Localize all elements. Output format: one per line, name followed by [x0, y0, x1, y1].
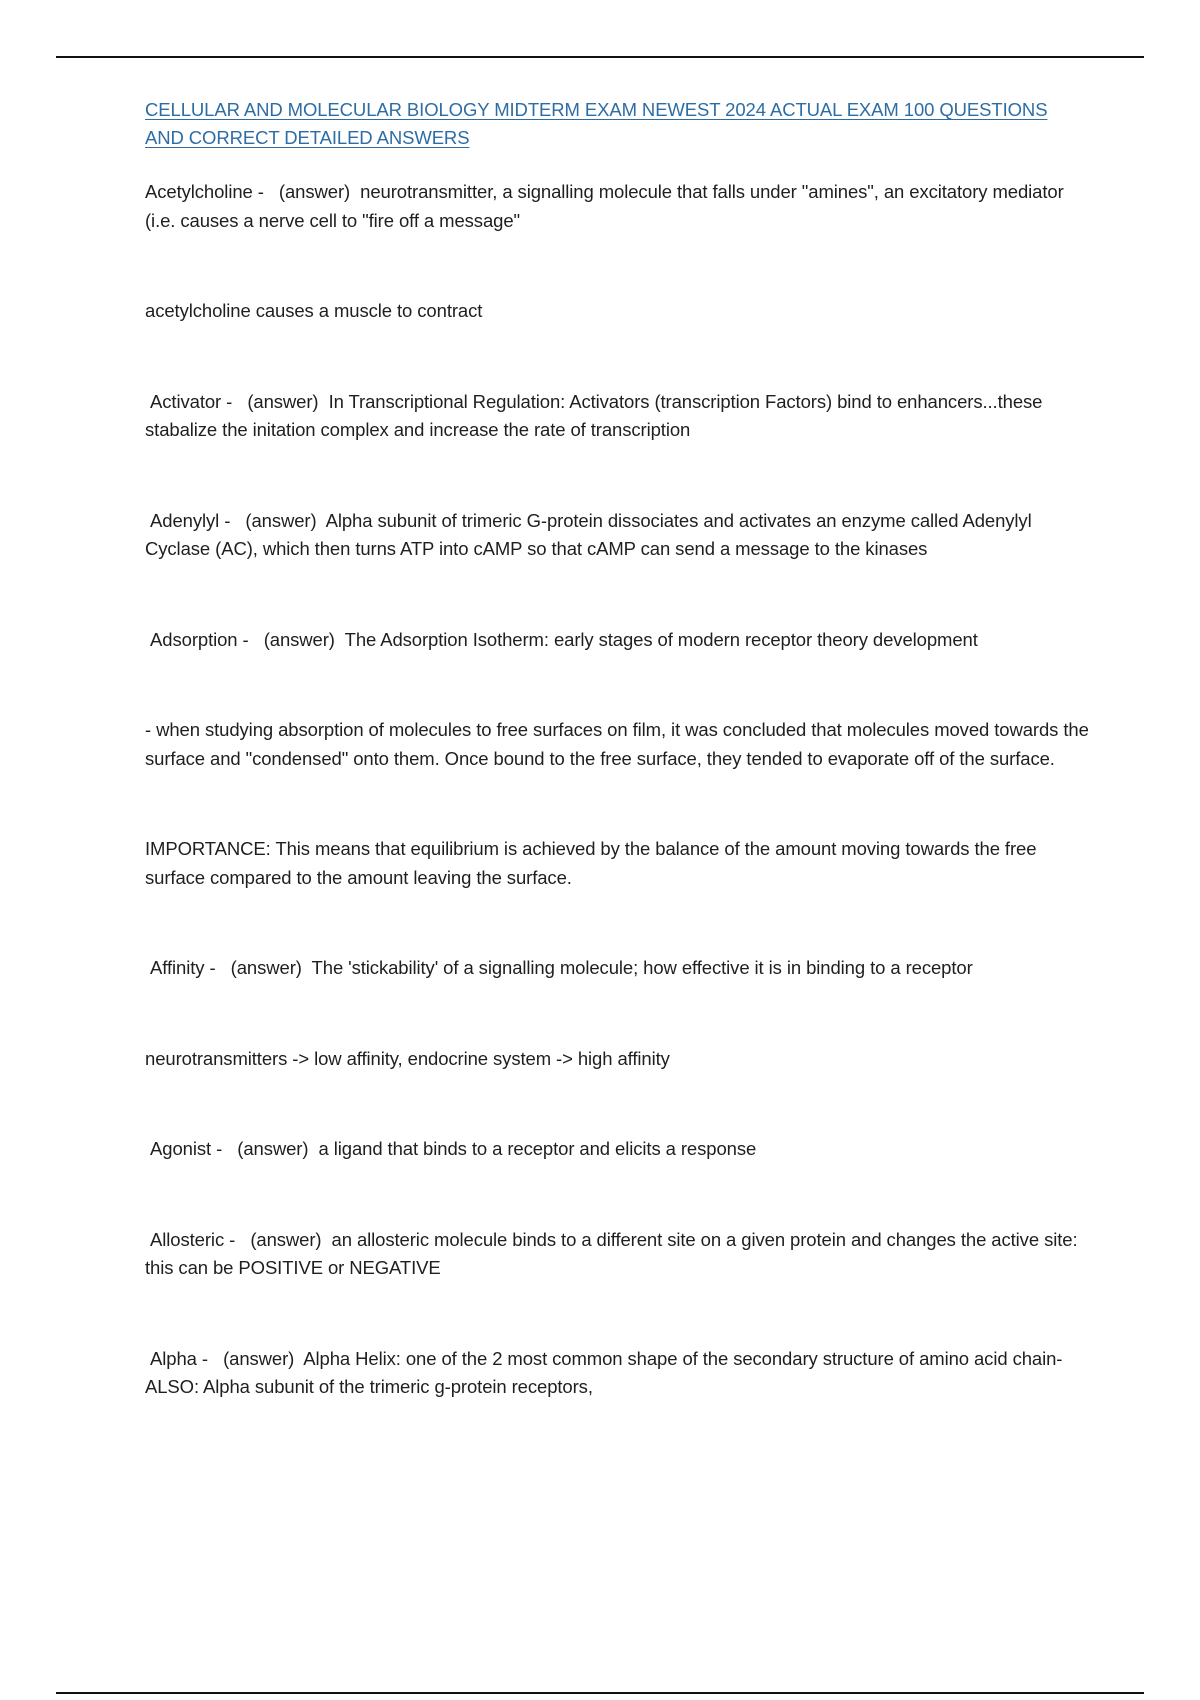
- entry-adsorption-importance: IMPORTANCE: This means that equilibrium is achieved by the balance of the amount moving towards the free surface compared to the amount leaving the surface.: [145, 838, 1042, 888]
- entry-activator: Activator - (answer) In Transcriptional Regulation: Activators (transcription Factors) bind to enhancers...these stabalize the initation complex and increase the rate of transcription: [145, 390, 1048, 440]
- document-body: [145, 96, 1094, 1402]
- entry-adenylyl: Adenylyl - (answer) Alpha subunit of trimeric G-protein dissociates and activates an enzyme called Adenylyl Cyclase (AC), which then turns ATP into cAMP so that cAMP can send a message to the kinases: [145, 509, 1037, 559]
- entry-affinity: Affinity - (answer) The 'stickability' of a signalling molecule; how effective it is in binding to a receptor: [145, 957, 973, 978]
- top-rule: [56, 56, 1144, 58]
- entry-agonist: Agonist - (answer) a ligand that binds to a receptor and elicits a response: [145, 1138, 757, 1159]
- entry-allosteric: Allosteric - (answer) an allosteric molecule binds to a different site on a given protein and changes the active site: this can be POSITIVE or NEGATIVE: [145, 1228, 1083, 1278]
- entry-acetylcholine: Acetylcholine - (answer) neurotransmitter, a signalling molecule that falls under "amines", an excitatory mediator (i.e. causes a nerve cell to "fire off a message": [145, 181, 1069, 231]
- entry-alpha: Alpha - (answer) Alpha Helix: one of the 2 most common shape of the secondary structure of amino acid chain- ALSO: Alpha subunit of the trimeric g-protein receptors,: [145, 1347, 1067, 1397]
- bottom-rule: [56, 1692, 1144, 1694]
- document-title[interactable]: CELLULAR AND MOLECULAR BIOLOGY MIDTERM EXAM NEWEST 2024 ACTUAL EXAM 100 QUESTIONS AND CORRECT DETAILED ANSWERS: [145, 99, 1048, 148]
- entry-adsorption-detail: - when studying absorption of molecules to free surfaces on film, it was concluded that molecules moved towards the surface and "condensed" onto them. Once bound to the free surface, they tended to evaporate off of the surface.: [145, 719, 1094, 769]
- entry-adsorption: Adsorption - (answer) The Adsorption Isotherm: early stages of modern receptor theory development: [145, 628, 978, 650]
- entry-acetylcholine-note: acetylcholine causes a muscle to contract: [145, 300, 483, 321]
- entry-affinity-note: neurotransmitters -> low affinity, endocrine system -> high affinity: [145, 1047, 670, 1069]
